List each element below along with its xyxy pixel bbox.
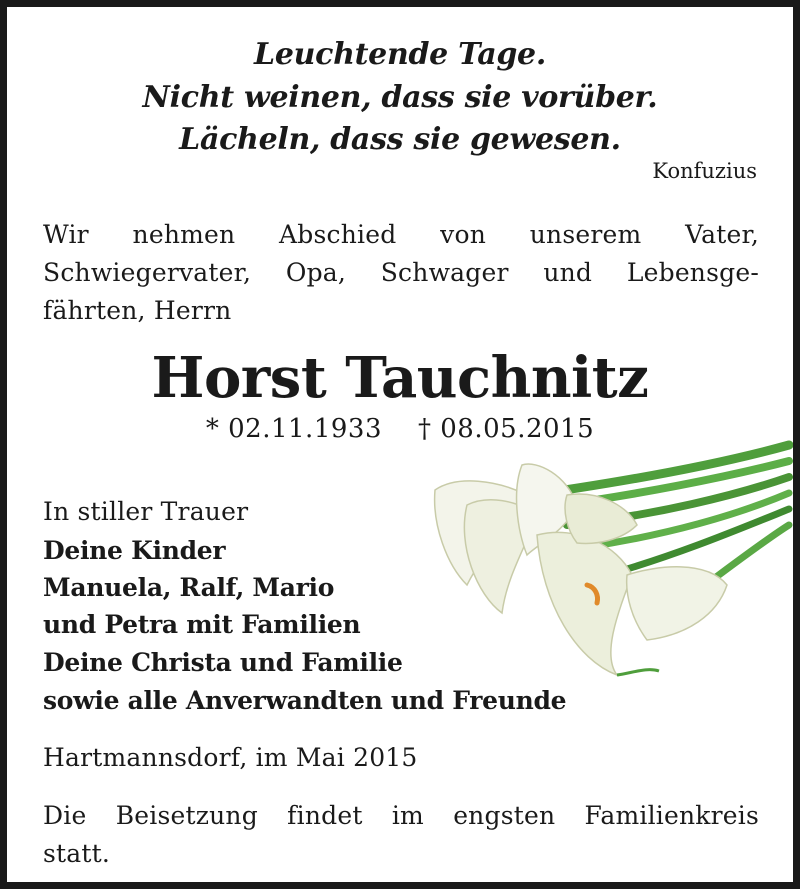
announcement-line-1: Wir nehmen Abschied von unserem Vater, — [43, 220, 759, 249]
place-and-date: Hartmannsdorf, im Mai 2015 — [43, 743, 418, 772]
birth-date: * 02.11.1933 — [205, 414, 382, 444]
mourners-line: sowie alle Anverwandten und Freunde — [43, 686, 567, 715]
quote-line-1: Leuchtende Tage. — [254, 37, 546, 72]
funeral-note-line-1: Die Beisetzung findet im engsten Familienkreis — [43, 801, 759, 830]
mourners-line: und Petra mit Familien — [43, 610, 361, 639]
mourners-intro: In stiller Trauer — [43, 497, 249, 526]
quote-author: Konfuzius — [652, 159, 757, 183]
death-date: † 08.05.2015 — [418, 414, 595, 444]
quote-line-2: Nicht weinen, dass sie vorüber. — [142, 80, 658, 115]
deceased-name: Horst Tauchnitz — [151, 345, 649, 411]
announcement-line-3: fährten, Herrn — [43, 296, 232, 325]
mourners-line: Deine Kinder — [43, 536, 226, 565]
mourners-line: Manuela, Ralf, Mario — [43, 573, 335, 602]
quote-line-3: Lächeln, dass sie gewesen. — [179, 122, 621, 157]
funeral-note-line-2: statt. — [43, 839, 111, 868]
mourners-line: Deine Christa und Familie — [43, 648, 403, 677]
announcement-line-2: Schwiegervater, Opa, Schwager und Lebensge- — [43, 258, 759, 287]
calla-lilies-illustration — [427, 435, 793, 689]
